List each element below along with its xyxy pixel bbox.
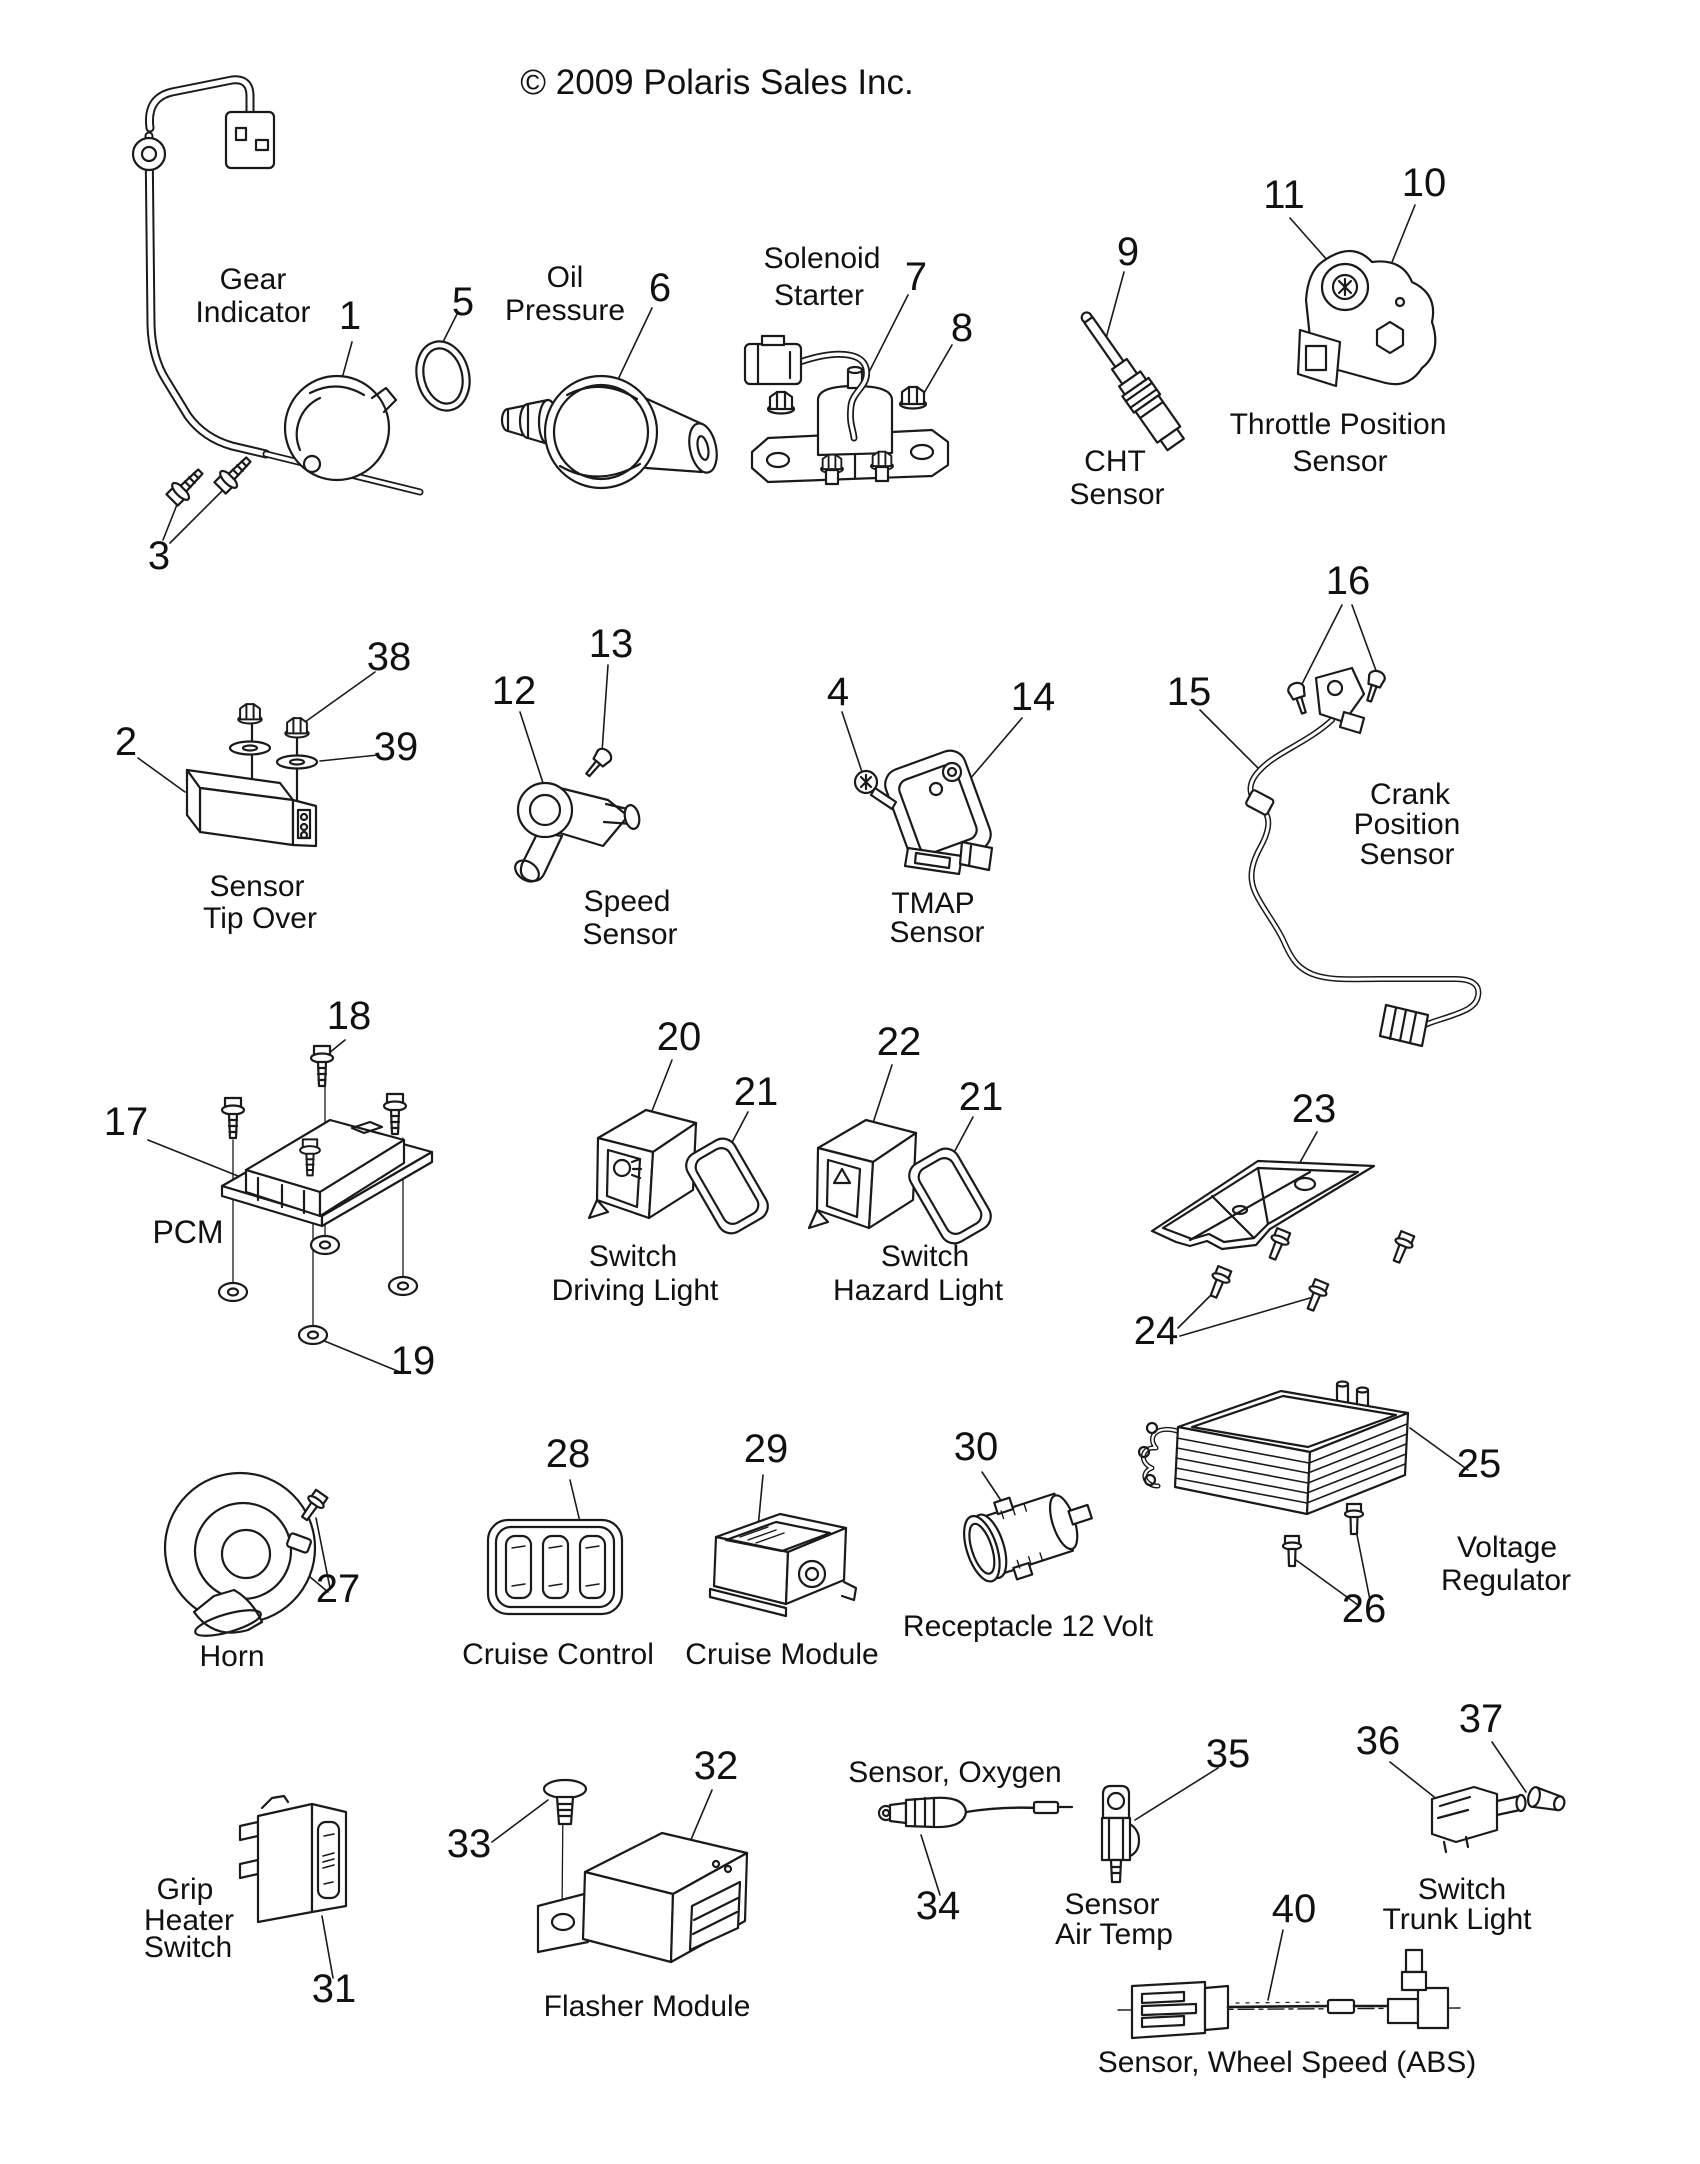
tps-label-line2: Sensor: [1292, 445, 1388, 478]
cruise-module-callout: 29: [743, 1427, 789, 1471]
cruise-module-drawing: [710, 1514, 856, 1616]
oil-pressure-callout: 6: [648, 266, 672, 310]
throttle-position-sensor-drawing: [1298, 251, 1435, 386]
speed-sensor-bolt-callout: 13: [588, 622, 634, 666]
grip-heater-label-line1: Grip: [156, 1873, 214, 1906]
flasher-screw-callout: 33: [446, 1822, 492, 1866]
flasher-module-label: Flasher Module: [543, 1990, 751, 2023]
air-temp-sensor-drawing: [1102, 1786, 1139, 1882]
speed-sensor-drawing: [511, 746, 641, 886]
solenoid-starter-label-line1: Solenoid: [763, 242, 881, 275]
cruise-control-callout: 28: [545, 1432, 591, 1476]
gear-indicator-label-line1: Gear: [219, 263, 287, 296]
grip-heater-callout: 31: [311, 1967, 357, 2011]
hazard-light-label-line2: Hazard Light: [832, 1274, 1004, 1307]
cht-sensor-drawing: [1071, 304, 1189, 453]
solenoid-starter-drawing: [745, 336, 948, 484]
horn-label: Horn: [199, 1640, 265, 1673]
tip-over-label-line2: Tip Over: [203, 902, 317, 935]
receptacle-12v-drawing: [955, 1475, 1102, 1591]
voltage-regulator-label-line2: Regulator: [1440, 1564, 1572, 1597]
cruise-module-label: Cruise Module: [685, 1638, 879, 1671]
driving-light-label-line1: Switch: [588, 1240, 678, 1273]
gear-indicator-drawing: [133, 80, 477, 508]
receptacle-callout: 30: [953, 1425, 999, 1469]
voltage-regulator-bolts-callout: 26: [1341, 1587, 1387, 1631]
voltage-regulator-drawing: [1139, 1382, 1408, 1567]
speed-sensor-label-line1: Speed: [583, 885, 671, 918]
tip-over-sensor-drawing: [187, 704, 317, 846]
wheel-speed-label: Sensor, Wheel Speed (ABS): [1097, 2046, 1477, 2079]
driving-light-callout: 20: [656, 1015, 702, 1059]
flasher-module-drawing: [538, 1780, 747, 1962]
pcm-bolt-callout: 18: [326, 994, 372, 1038]
trunk-light-switch-drawing: [1432, 1786, 1566, 1852]
hazard-light-switch-drawing: [809, 1120, 996, 1248]
pcm-callout: 17: [103, 1100, 149, 1144]
trunk-light-bulb-callout: 37: [1458, 1697, 1504, 1741]
tip-over-label-line1: Sensor: [209, 870, 305, 903]
oxygen-sensor-drawing: [879, 1798, 1072, 1827]
solenoid-starter-label-line2: Starter: [773, 279, 865, 312]
grip-heater-label-line2: Heater: [143, 1904, 235, 1937]
driving-light-label-line2: Driving Light: [551, 1274, 719, 1307]
receptacle-label: Receptacle 12 Volt: [902, 1610, 1154, 1643]
horn-bolt-callout: 27: [315, 1567, 361, 1611]
hazard-light-callout: 22: [876, 1020, 922, 1064]
solenoid-nut-callout: 8: [950, 306, 974, 350]
bracket-callout: 23: [1291, 1087, 1337, 1131]
pcm-label: PCM: [152, 1214, 224, 1250]
copyright-title: © 2009 Polaris Sales Inc.: [520, 63, 914, 102]
gear-indicator-label-line2: Indicator: [195, 296, 311, 329]
tps-label-line1: Throttle Position: [1229, 408, 1447, 441]
driving-light-gasket-callout: 21: [733, 1070, 779, 1114]
trunk-light-label-line1: Switch: [1417, 1873, 1507, 1906]
crank-sensor-label-line3: Sensor: [1359, 838, 1455, 871]
gear-indicator-callout: 1: [338, 294, 362, 338]
voltage-regulator-label-line1: Voltage: [1456, 1531, 1558, 1564]
grip-heater-label-line3: Switch: [143, 1931, 233, 1964]
grip-heater-switch-drawing: [240, 1796, 346, 1922]
hazard-light-label-line1: Switch: [880, 1240, 970, 1273]
crank-bolts-callout: 16: [1325, 559, 1371, 603]
tip-over-callout: 2: [114, 720, 138, 764]
trunk-light-callout: 36: [1355, 1719, 1401, 1763]
pcm-drawing: [219, 1046, 432, 1344]
driving-light-switch-drawing: [589, 1110, 773, 1238]
crank-sensor-callout: 15: [1166, 670, 1212, 714]
cht-sensor-label-line1: CHT: [1084, 445, 1146, 478]
tps-callout: 10: [1401, 161, 1447, 205]
speed-sensor-label-line2: Sensor: [582, 918, 678, 951]
hazard-light-gasket-callout: 21: [958, 1075, 1004, 1119]
oxygen-sensor-label: Sensor, Oxygen: [848, 1756, 1062, 1789]
cht-sensor-label-line2: Sensor: [1069, 478, 1165, 511]
air-temp-label-line2: Air Temp: [1055, 1918, 1173, 1951]
bracket-drawing: [1152, 1161, 1416, 1313]
crank-sensor-label-line1: Crank: [1369, 778, 1451, 811]
tmap-label-line1: TMAP: [891, 887, 975, 920]
pcm-washer-callout: 19: [390, 1339, 436, 1383]
oil-pressure-label-line2: Pressure: [504, 294, 626, 327]
air-temp-label-line1: Sensor: [1064, 1888, 1160, 1921]
tps-screw-callout: 11: [1263, 173, 1305, 217]
oil-pressure-sensor-drawing: [502, 376, 721, 488]
speed-sensor-callout: 12: [491, 669, 537, 713]
tmap-sensor-drawing: [855, 746, 995, 874]
bracket-screws-callout: 24: [1133, 1309, 1179, 1353]
voltage-regulator-callout: 25: [1456, 1442, 1502, 1486]
gear-indicator-screws-callout: 3: [147, 534, 171, 578]
cht-sensor-callout: 9: [1116, 230, 1140, 274]
tmap-label-line2: Sensor: [889, 916, 985, 949]
tmap-screw-callout: 4: [826, 670, 850, 714]
trunk-light-label-line2: Trunk Light: [1382, 1903, 1532, 1936]
crank-sensor-label-line2: Position: [1353, 808, 1461, 841]
flasher-module-callout: 32: [693, 1744, 739, 1788]
wheel-speed-callout: 40: [1271, 1887, 1317, 1931]
tmap-callout: 14: [1010, 675, 1056, 719]
cruise-control-switch-drawing: [488, 1520, 622, 1614]
cruise-control-label: Cruise Control: [462, 1638, 654, 1671]
oxygen-sensor-callout: 34: [915, 1884, 961, 1928]
solenoid-starter-callout: 7: [904, 255, 928, 299]
wheel-speed-sensor-drawing: [1118, 1950, 1460, 2038]
horn-drawing: [165, 1473, 329, 1641]
gear-indicator-oring-callout: 5: [451, 280, 475, 324]
air-temp-callout: 35: [1205, 1732, 1251, 1776]
tip-over-washer-callout: 39: [373, 725, 419, 769]
tip-over-nut-callout: 38: [366, 635, 412, 679]
oil-pressure-label-line1: Oil: [546, 261, 584, 294]
